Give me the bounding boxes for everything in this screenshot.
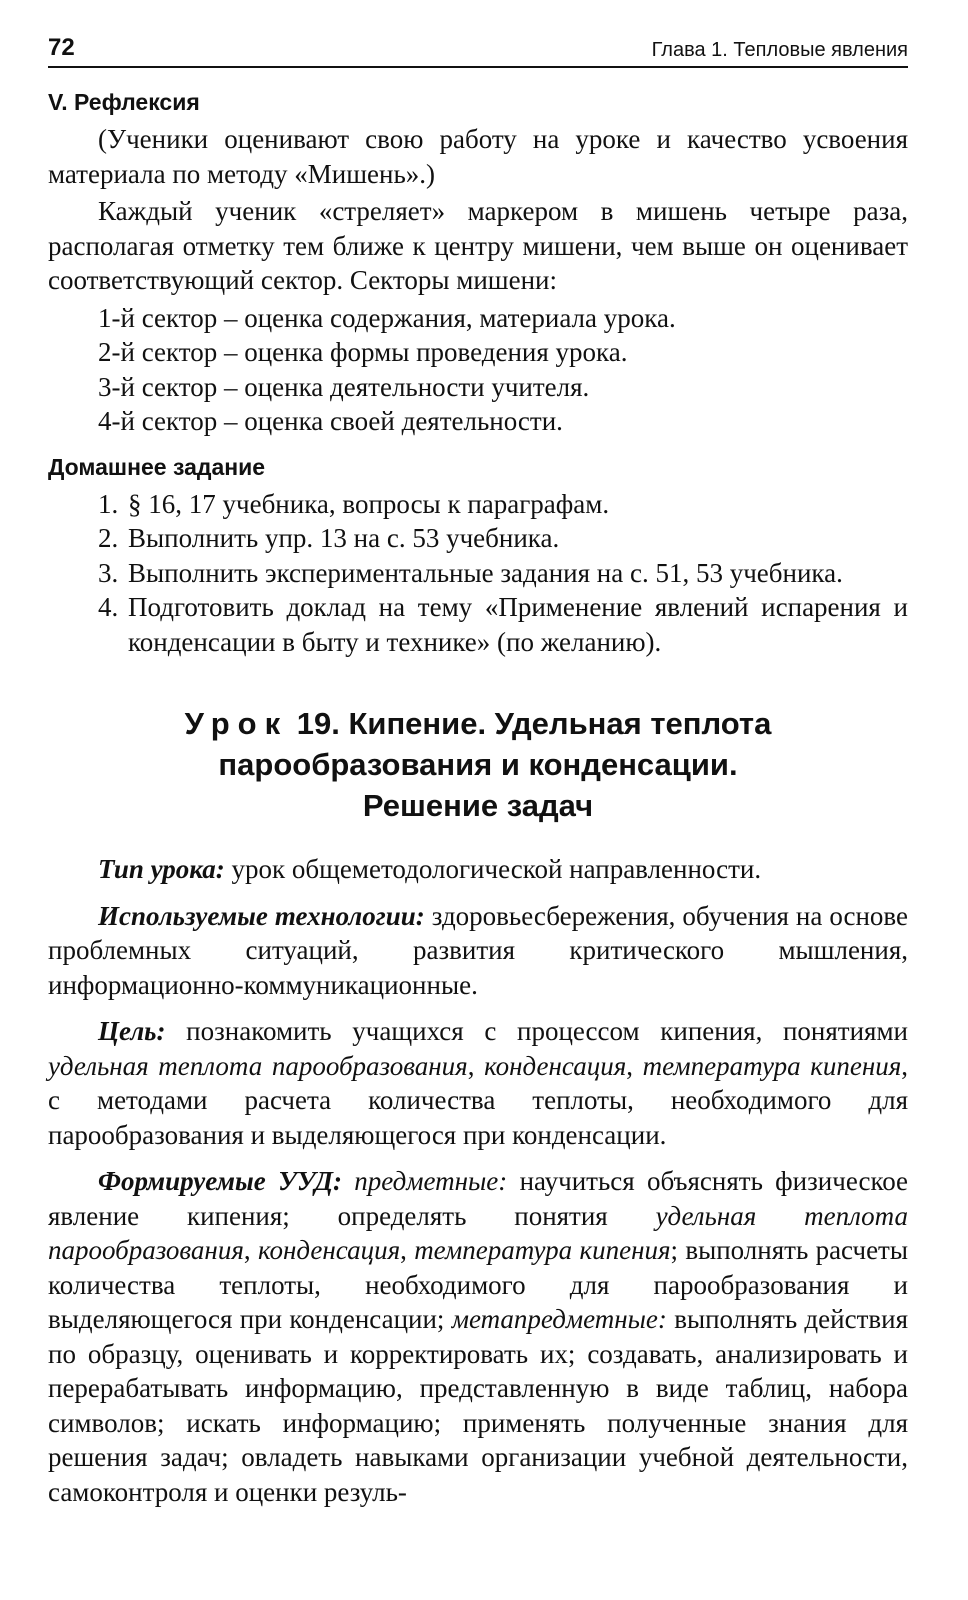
lesson-title-line3: Решение задач	[362, 788, 594, 823]
page-number: 72	[48, 34, 75, 61]
goal-term: температура кипения	[642, 1050, 902, 1081]
chapter-title: Глава 1. Тепловые явления	[651, 39, 908, 61]
homework-item-text: Выполнить экспериментальные задания на с. 51, 53 учебника.	[128, 557, 843, 588]
running-header	[48, 30, 908, 68]
technologies-text: здоровьесбережения, обучения на основе проблемных ситуаций, развития критического мышления, информационно-коммуникационные.	[48, 900, 909, 1000]
homework-item-text: Подготовить доклад на тему «Применение явлений испарения и конденсации в быту и технике» (по желанию).	[128, 592, 908, 657]
uud-term: температура кипения	[414, 1235, 671, 1265]
uud-text: ; выполнять расчеты количества теплоты, необходимого для парообразования и выделяющегося при конденсации;	[48, 1235, 908, 1334]
uud-text: научиться объяснять физическое явление кипения; определять понятия	[48, 1166, 909, 1231]
lesson-title-line2: парообразования и конденсации.	[218, 747, 738, 782]
page-content	[48, 88, 908, 1521]
homework-item-number: 2.	[98, 523, 119, 553]
reflection-heading: V. Рефлексия	[48, 89, 200, 115]
homework-item-text: § 16, 17 учебника, вопросы к параграфам.	[128, 488, 610, 519]
lesson-title-line1: Кипение. Удельная теплота	[348, 706, 772, 741]
lesson-title	[48, 703, 908, 826]
uud-text: выполнять действия по образцу, оценивать и корректировать их; создавать, анализировать и перерабатывать информацию, представленную в виде таблиц, набора символов; искать информацию; применять полученные знания для решения задач; овладеть навыками организации учебной деятельности, самоконтроля и оценки резуль-	[48, 1304, 909, 1507]
goal-term: конденсация	[484, 1050, 627, 1081]
reflection-instruction: Каждый ученик «стреляет» маркером в мишень четыре раза, располагая отметку тем ближе к центру мишени, чем выше он оценивает соответствующий сектор. Секторы мишени:	[48, 196, 908, 295]
lesson-title-number: 19.	[296, 706, 340, 741]
uud-term: удельная теплота парообразования	[48, 1200, 909, 1265]
sector-item: 3-й сектор – оценка деятельности учителя.	[98, 371, 590, 402]
uud-paragraph: Формируемые УУД: предметные: научиться объяснять физическое явление кипения; определять понятия удельная теплота парообразования, конденсация, температура кипения; выполнять расчеты количества теплоты, необходимого для парообразования и выделяющегося при конденсации; метапредметные: выполнять действия по образцу, оценивать и корректировать их; создавать, анализировать и перерабатывать информацию, представленную в виде таблиц, набора символов; искать информацию; применять полученные знания для решения задач; овладеть навыками организации учебной деятельности, самоконтроля и оценки резуль-	[48, 1166, 909, 1507]
goal-text: познакомить учащихся с процессом кипения, понятиями	[186, 1016, 909, 1046]
homework-item-text: Выполнить упр. 13 на с. 53 учебника.	[128, 523, 560, 553]
homework-item	[48, 590, 908, 659]
reflection-intro: (Ученики оценивают свою работу на уроке и качество усвоения материала по методу «Мишень».)	[48, 124, 908, 189]
homework-heading: Домашнее задание	[48, 453, 266, 480]
technologies-label: Используемые технологии:	[98, 900, 425, 931]
sector-item: 1-й сектор – оценка содержания, материала урока.	[98, 302, 676, 333]
goal-text: , с методами расчета количества теплоты, необходимого для парообразования и выделяющегося при конденсации.	[48, 1050, 909, 1150]
uud-term: конденсация	[257, 1235, 401, 1265]
sector-item: 4-й сектор – оценка своей деятельности.	[98, 406, 563, 436]
homework-list	[48, 487, 908, 660]
lesson-title-word: Урок	[184, 706, 289, 741]
goal-label: Цель:	[98, 1016, 166, 1046]
lesson-type-text: урок общеметодологической направленности.	[231, 854, 762, 884]
uud-meta-label: метапредметные:	[451, 1304, 667, 1334]
goal-paragraph: Цель: познакомить учащихся с процессом кипения, понятиями удельная теплота парообразования, конденсация, температура кипения, с методами расчета количества теплоты, необходимого для парообразования и выделяющегося при конденсации.	[48, 1016, 909, 1150]
lesson-type-label: Тип урока:	[98, 854, 225, 884]
lesson-type-paragraph	[48, 852, 908, 887]
homework-item-number: 1.	[98, 488, 119, 519]
homework-item-number: 4.	[98, 592, 119, 622]
uud-label: Формируемые УУД:	[98, 1166, 342, 1196]
sector-item: 2-й сектор – оценка формы проведения урока.	[98, 337, 628, 367]
homework-item	[48, 556, 908, 591]
homework-item	[48, 487, 908, 522]
homework-item-number: 3.	[98, 557, 119, 588]
technologies-paragraph	[48, 899, 908, 1003]
homework-item	[48, 521, 908, 556]
goal-term: удельная теплота парообразования	[48, 1050, 468, 1081]
uud-subject-label: предметные:	[354, 1166, 508, 1196]
